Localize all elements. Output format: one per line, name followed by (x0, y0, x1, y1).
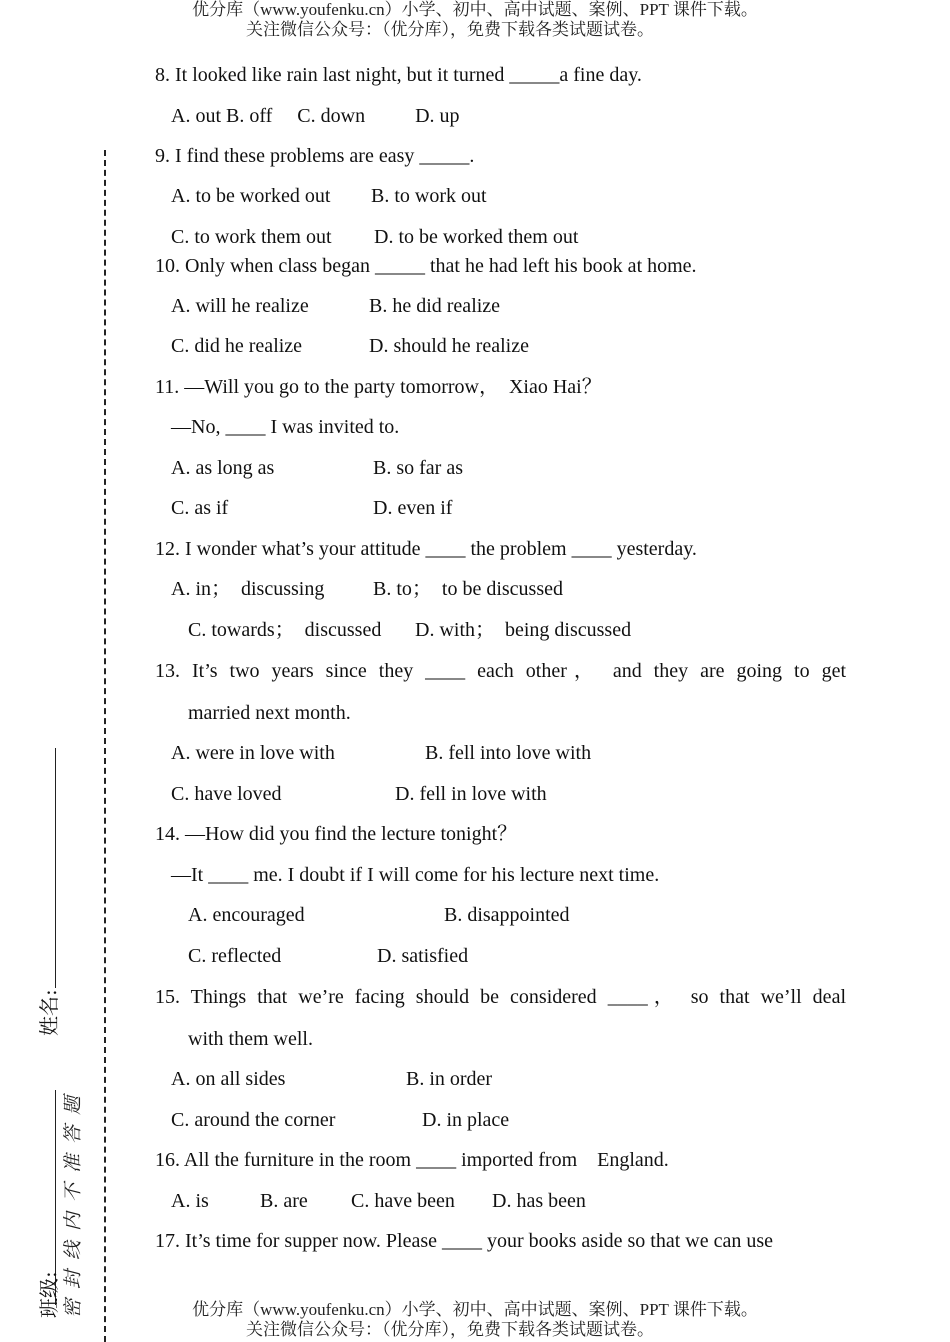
question-17-stem: 17. It’s time for supper now. Please ____ your books aside so that we can use (155, 1230, 774, 1252)
question-11-option-c: C. as if (171, 497, 229, 519)
question-15-stem-line-2: with them well. (188, 1028, 313, 1050)
question-9-stem: 9. I find these problems are easy _____. (155, 145, 475, 167)
question-11-option-d: D. even if (373, 497, 453, 519)
class-label: 班级: (37, 1271, 61, 1318)
name-write-line (55, 748, 56, 988)
question-13-option-c: C. have loved (171, 783, 282, 805)
question-14-option-d: D. satisfied (377, 945, 469, 967)
question-15-option-c: C. around the corner (171, 1109, 336, 1131)
page-header (0, 0, 950, 40)
question-16-option-c: C. have been (351, 1190, 455, 1212)
question-11-option-a: A. as long as (171, 457, 275, 479)
question-12-option-a: A. in； discussing (171, 578, 325, 600)
binding-dashed-line (104, 150, 106, 1342)
question-14-option-a: A. encouraged (188, 904, 305, 926)
header-line-1: 优分库（www.youfenku.cn）小学、初中、高中试题、案例、PPT 课件下载。 (192, 0, 758, 19)
question-16-option-a: A. is (171, 1190, 209, 1212)
question-13-option-b: B. fell into love with (425, 742, 592, 764)
page-footer (0, 1300, 950, 1340)
question-14-stem: 14. —How did you find the lecture tonight？ (155, 823, 518, 845)
question-14-reply: —It ____ me. I doubt if I will come for his lecture next time. (171, 864, 660, 886)
question-13-option-d: D. fell in love with (395, 783, 547, 805)
question-12-option-c: C. towards； discussed (188, 619, 382, 641)
question-9-option-b: B. to work out (371, 185, 487, 207)
question-15-stem-line-1: 15. Things that we’re facing should be considered ____， so that we’ll deal (155, 986, 846, 1008)
question-15-option-a: A. on all sides (171, 1068, 286, 1090)
question-14-option-c: C. reflected (188, 945, 282, 967)
question-9-option-a: A. to be worked out (171, 185, 331, 207)
question-15-option-d: D. in place (422, 1109, 510, 1131)
seal-warning-text: 密封线内不准答题 (62, 1085, 84, 1318)
question-16-option-b: B. are (260, 1190, 308, 1212)
question-10-option-b: B. he did realize (369, 295, 501, 317)
question-12-option-d: D. with； being discussed (415, 619, 632, 641)
question-13-stem-line-1: 13. It’s two years since they ____ each other， and they are going to get (155, 660, 846, 682)
question-12-stem: 12. I wonder what’s your attitude ____ the problem ____ yesterday. (155, 538, 697, 560)
question-9-option-d: D. to be worked them out (374, 226, 579, 248)
question-10-option-a: A. will he realize (171, 295, 309, 317)
question-10-option-d: D. should he realize (369, 335, 529, 357)
question-12-option-b: B. to； to be discussed (373, 578, 563, 600)
footer-line-2: 关注微信公众号：（优分库），免费下载各类试题试卷。 (246, 1320, 654, 1339)
question-8-options: A. out B. off C. down D. up (171, 105, 460, 127)
question-11-stem: 11. —Will you go to the party tomorrow， Xiao Hai？ (155, 376, 602, 398)
question-16-option-d: D. has been (492, 1190, 586, 1212)
question-14-option-b: B. disappointed (444, 904, 570, 926)
question-8-stem: 8. It looked like rain last night, but it turned _____a fine day. (155, 64, 642, 86)
question-11-option-b: B. so far as (373, 457, 463, 479)
name-label: 姓名: (37, 989, 61, 1036)
footer-line-1: 优分库（www.youfenku.cn）小学、初中、高中试题、案例、PPT 课件下载。 (192, 1300, 758, 1319)
question-10-stem: 10. Only when class began _____ that he had left his book at home. (155, 255, 697, 277)
question-11-reply: —No, ____ I was invited to. (171, 416, 400, 438)
question-15-option-b: B. in order (406, 1068, 493, 1090)
question-10-option-c: C. did he realize (171, 335, 303, 357)
question-16-stem: 16. All the furniture in the room ____ imported from England. (155, 1149, 669, 1171)
question-13-option-a: A. were in love with (171, 742, 335, 764)
header-line-2: 关注微信公众号：（优分库），免费下载各类试题试卷。 (246, 20, 654, 39)
question-13-stem-line-2: married next month. (188, 702, 351, 724)
question-9-option-c: C. to work them out (171, 226, 332, 248)
